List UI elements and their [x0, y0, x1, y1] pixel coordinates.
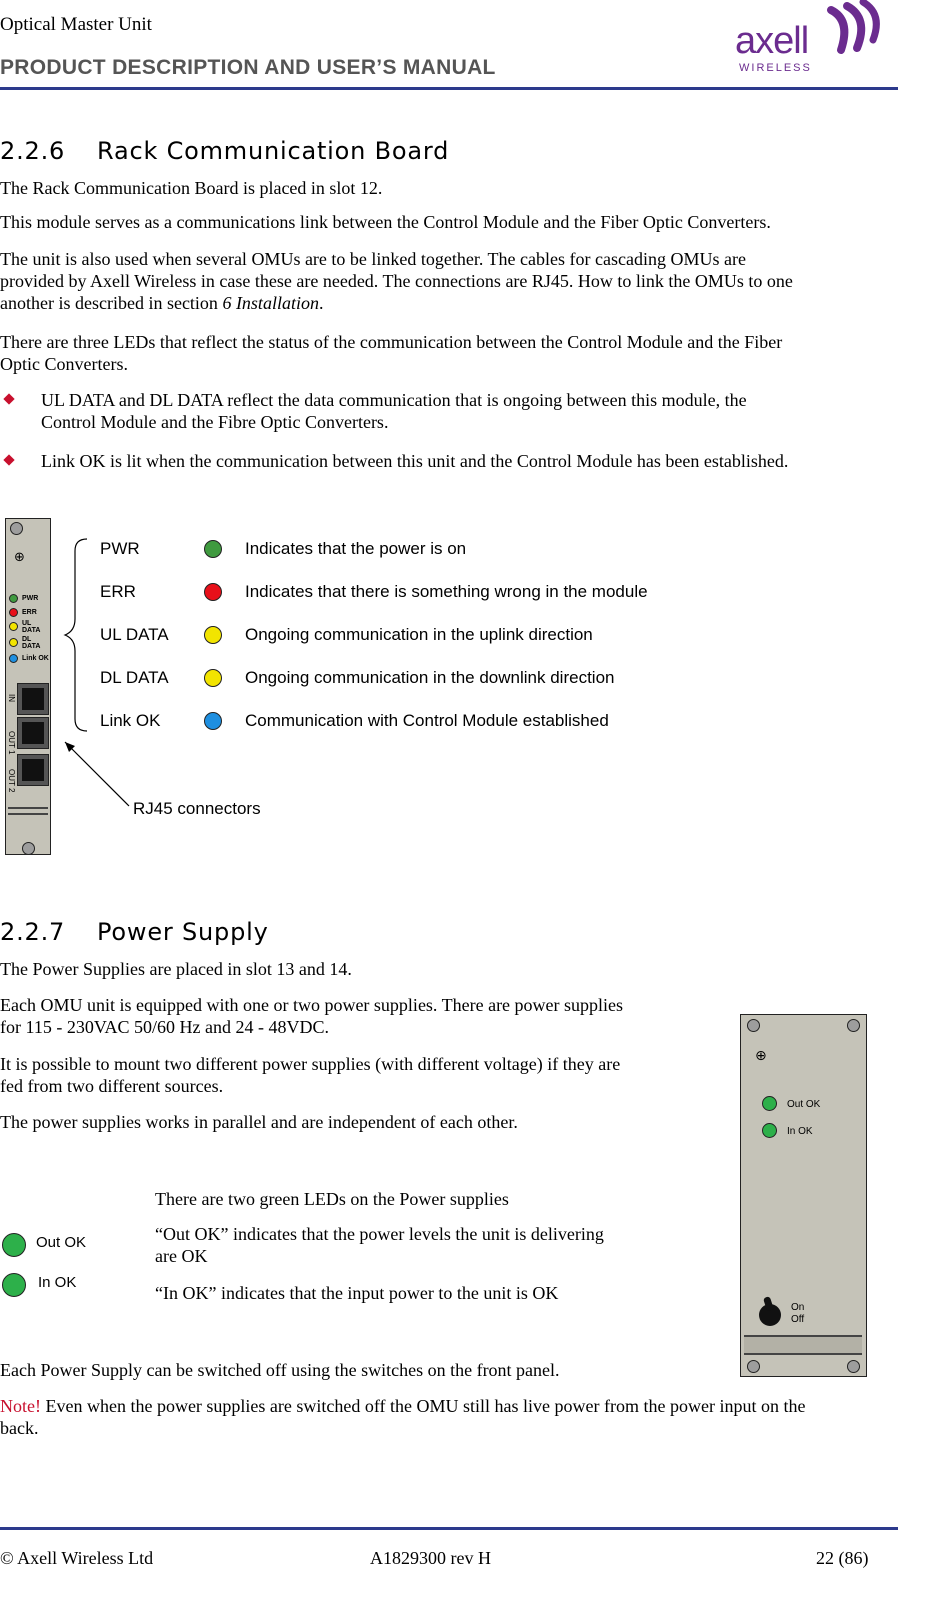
link-ok-led-icon	[9, 654, 18, 663]
legend-row	[100, 709, 720, 752]
out-ok-led-icon	[762, 1096, 777, 1111]
panel-led-label: PWR	[22, 595, 39, 602]
legend-name: Link OK	[100, 711, 161, 730]
panel-led-row	[9, 592, 51, 606]
legend-row	[100, 537, 720, 580]
paragraph-line	[0, 292, 910, 314]
screw-icon	[847, 1360, 860, 1373]
panel-led-list	[9, 592, 51, 666]
power-switch-icon[interactable]	[757, 1295, 783, 1327]
rj45-port-out-2[interactable]	[17, 754, 49, 786]
screw-icon	[22, 842, 35, 855]
pwr-led-icon	[204, 540, 222, 558]
logo-text: axell	[735, 20, 809, 62]
section-number: 2.2.6	[0, 137, 66, 165]
ul-data-led-icon	[204, 626, 222, 644]
power-supply-panel	[740, 1014, 867, 1377]
bullet-icon	[3, 454, 14, 465]
dl-data-led-icon	[9, 638, 18, 647]
header-subtitle: PRODUCT DESCRIPTION AND USER’S MANUAL	[0, 56, 496, 79]
bullet-item	[41, 389, 747, 433]
note-line	[0, 1395, 934, 1417]
paragraph	[0, 248, 910, 314]
in-ok-label: In OK	[787, 1126, 813, 1137]
paragraph-line: provided by Axell Wireless in case these are needed. The connections are RJ45. How to link the OMUs to one	[0, 271, 793, 291]
logo-mark-icon	[823, 0, 883, 60]
footer-rule	[0, 1527, 898, 1530]
rj45-port-in[interactable]	[17, 683, 49, 715]
paragraph: The power supplies works in parallel and are independent of each other.	[0, 1112, 518, 1132]
header-rule	[0, 87, 898, 90]
out-ok-label: Out OK	[36, 1234, 87, 1251]
paragraph: This module serves as a communications link between the Control Module and the Fiber Optic Converters.	[0, 212, 771, 232]
err-led-icon	[9, 608, 18, 617]
panel-led-row	[9, 606, 51, 620]
panel-symbol: ⊕	[755, 1047, 767, 1063]
legend-row	[100, 623, 720, 666]
footer-doc-number: A1829300 rev H	[370, 1548, 491, 1568]
paragraph-line: Optic Converters.	[0, 354, 128, 374]
section-reference-link[interactable]: 6 Installation	[222, 293, 319, 313]
section-heading-2-2-6	[0, 137, 449, 165]
panel-symbol: ⊕	[14, 549, 25, 564]
switch-on-label: On	[791, 1302, 805, 1313]
paragraph-line: Each OMU unit is equipped with one or two power supplies. There are power supplies	[0, 995, 624, 1015]
in-ok-led-icon	[2, 1273, 26, 1297]
panel-led-label: Link OK	[22, 655, 49, 662]
bullet-line: Control Module and the Fibre Optic Converters.	[41, 412, 389, 432]
out-ok-label: Out OK	[787, 1099, 821, 1110]
legend-list	[100, 537, 720, 752]
screw-icon	[747, 1360, 760, 1373]
section-title: Power Supply	[97, 918, 269, 946]
header-title: Optical Master Unit	[0, 14, 152, 35]
legend-desc: Indicates that there is something wrong in the module	[245, 582, 648, 601]
rj45-port-out-1[interactable]	[17, 717, 49, 749]
note-text: Even when the power supplies are switched off the OMU still has live power from the power input on the	[40, 1396, 806, 1416]
screw-icon	[10, 522, 23, 535]
bullet-item: Link OK is lit when the communication between this unit and the Control Module has been established.	[41, 451, 789, 471]
paragraph-line: The unit is also used when several OMUs are to be linked together. The cables for cascading OMUs are	[0, 249, 746, 269]
panel-led-row	[9, 620, 51, 636]
legend-row	[100, 666, 720, 709]
rack-board-panel	[5, 518, 51, 855]
paragraph-line: There are three LEDs that reflect the status of the communication between the Control Module and the Fiber	[0, 332, 783, 352]
section-number: 2.2.7	[0, 918, 66, 946]
leds-intro: There are two green LEDs on the Power supplies	[155, 1189, 509, 1209]
link-ok-led-icon	[204, 712, 222, 730]
out-ok-description	[155, 1223, 604, 1267]
port-label: IN	[7, 694, 16, 702]
in-ok-description: “In OK” indicates that the input power to the unit is OK	[155, 1283, 559, 1303]
panel-led-label: ERR	[22, 609, 37, 616]
paragraph	[0, 994, 623, 1038]
legend-row	[100, 580, 720, 623]
paragraph: The Power Supplies are placed in slot 13 and 14.	[0, 959, 352, 979]
section-heading-2-2-7	[0, 918, 269, 946]
note-line: back.	[0, 1418, 39, 1438]
legend-desc: Indicates that the power is on	[245, 539, 467, 558]
paragraph-line: It is possible to mount two different power supplies (with different voltage) if they are	[0, 1054, 621, 1074]
in-ok-led-icon	[762, 1123, 777, 1138]
port-label: OUT 2	[7, 769, 16, 793]
legend-desc: Communication with Control Module established	[245, 711, 609, 730]
bullet-line: UL DATA and DL DATA reflect the data communication that is ongoing between this module, the	[41, 390, 747, 410]
panel-led-row	[9, 652, 51, 666]
logo-subtext: WIRELESS	[739, 62, 812, 74]
paragraph-line: fed from two different sources.	[0, 1076, 224, 1096]
rj45-caption: RJ45 connectors	[133, 799, 261, 818]
port-label: OUT 1	[7, 731, 16, 755]
legend-name: PWR	[100, 539, 140, 558]
text: .	[318, 293, 324, 313]
footer-page-number: 22 (86)	[816, 1548, 869, 1568]
screw-icon	[747, 1019, 760, 1032]
screw-icon	[847, 1019, 860, 1032]
footer-copyright: © Axell Wireless Ltd	[0, 1548, 154, 1568]
paragraph	[0, 331, 910, 375]
legend-name: UL DATA	[100, 625, 169, 644]
out-ok-led-icon	[2, 1233, 26, 1257]
company-logo	[735, 0, 885, 80]
bullet-icon	[3, 393, 14, 404]
section-title: Rack Communication Board	[97, 137, 450, 165]
panel-led-row	[9, 636, 51, 652]
legend-desc: Ongoing communication in the downlink direction	[245, 668, 615, 687]
description-line: are OK	[155, 1246, 208, 1266]
paragraph-line: for 115 - 230VAC 50/60 Hz and 24 - 48VDC.	[0, 1017, 329, 1037]
legend-name: ERR	[100, 582, 136, 601]
panel-handle	[744, 1335, 862, 1355]
pwr-led-icon	[9, 594, 18, 603]
switch-off-label: Off	[791, 1314, 805, 1325]
note-paragraph	[0, 1395, 934, 1439]
paragraph	[0, 1053, 620, 1097]
note-label: Note!	[0, 1396, 41, 1416]
in-ok-label: In OK	[38, 1274, 77, 1291]
panel-led-label: DL DATA	[22, 636, 41, 650]
legend-name: DL DATA	[100, 668, 169, 687]
ul-data-led-icon	[9, 622, 18, 631]
description-line: “Out OK” indicates that the power levels the unit is delivering	[155, 1224, 604, 1244]
panel-led-label: UL DATA	[22, 620, 41, 634]
dl-data-led-icon	[204, 669, 222, 687]
panel-handle	[8, 807, 48, 815]
paragraph: Each Power Supply can be switched off using the switches on the front panel.	[0, 1360, 560, 1380]
text: another is described in section	[0, 293, 223, 313]
err-led-icon	[204, 583, 222, 601]
paragraph: The Rack Communication Board is placed in slot 12.	[0, 178, 383, 198]
legend-desc: Ongoing communication in the uplink direction	[245, 625, 593, 644]
